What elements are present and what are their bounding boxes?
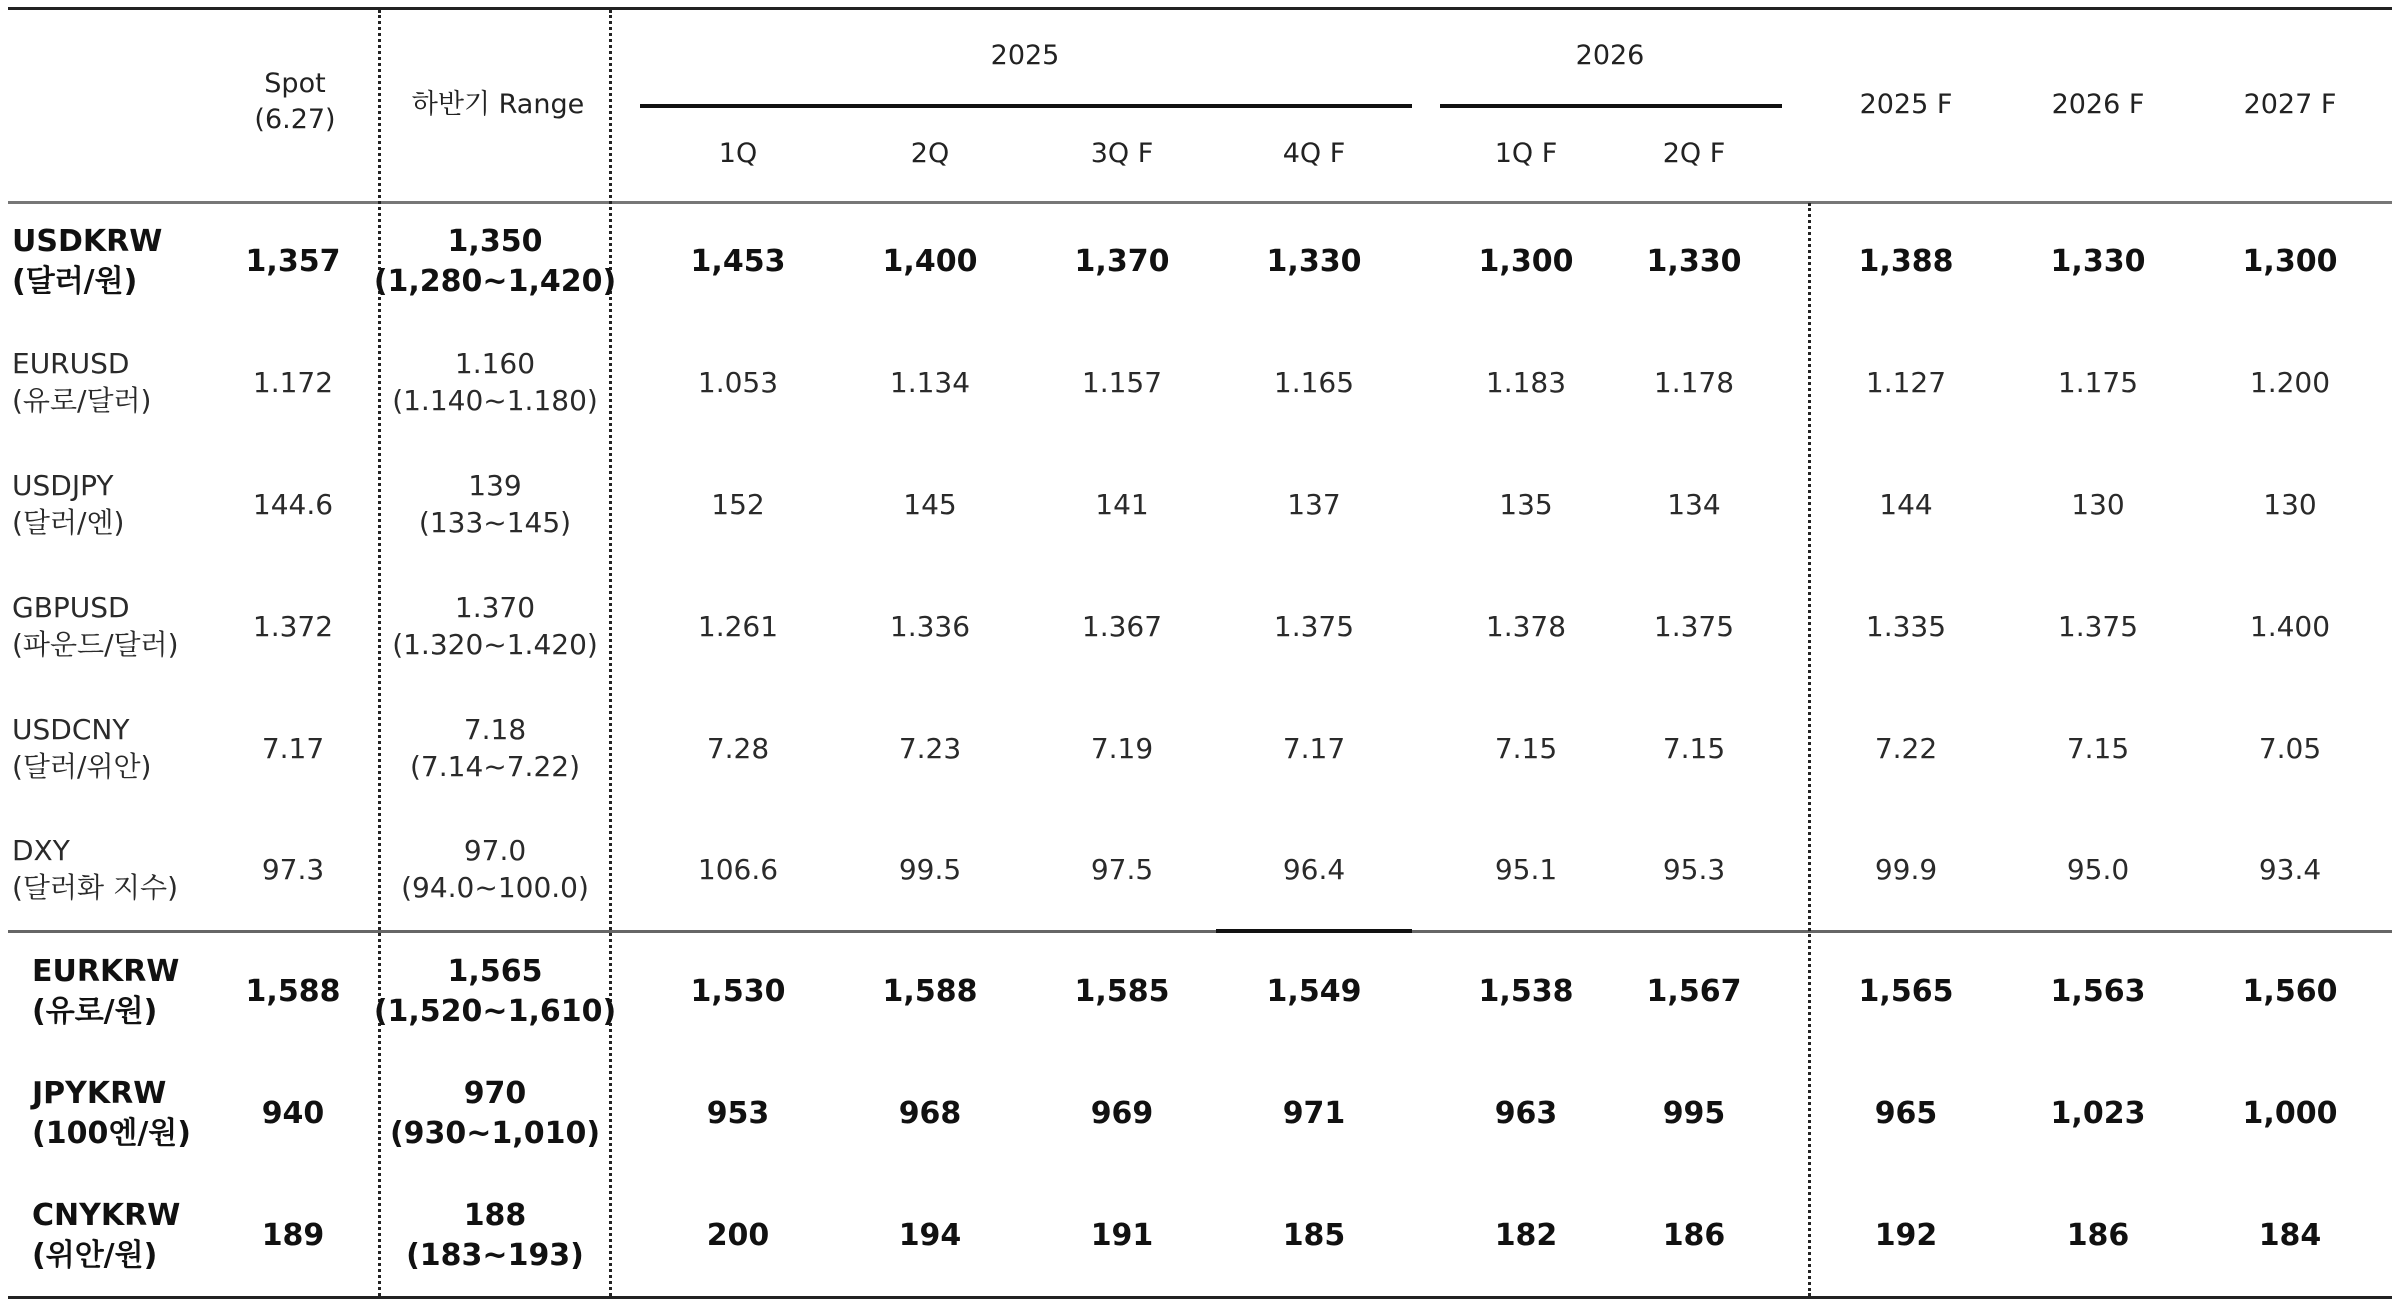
forecast-value: 1,588 <box>882 974 978 1010</box>
forecast-cell <box>1224 450 1404 560</box>
forecast-cell <box>2200 572 2380 682</box>
forecast-value: 7.28 <box>706 731 770 765</box>
forecast-cell <box>1604 1181 1784 1291</box>
forecast-value: 1,567 <box>1646 974 1742 1010</box>
range-mid: 188 <box>463 1198 527 1234</box>
range-band: (930~1,010) <box>389 1116 601 1151</box>
range-value <box>388 815 602 925</box>
range-mid: 97.0 <box>463 834 527 868</box>
forecast-cell <box>1816 694 1996 804</box>
quarter-annual-divider <box>1808 203 1811 1296</box>
currency-pair: EURUSD <box>12 347 130 381</box>
quarter-header <box>840 132 1020 176</box>
forecast-value: 192 <box>1874 1218 1938 1254</box>
spot-value-text: 97.3 <box>261 852 325 886</box>
forecast-cell <box>2008 450 2188 560</box>
forecast-value: 1.200 <box>2249 365 2331 399</box>
annual-header <box>1816 82 1996 128</box>
forecast-cell <box>840 1059 1020 1169</box>
spot-value <box>228 815 358 925</box>
forecast-value: 130 <box>2263 487 2317 521</box>
forecast-cell <box>2008 572 2188 682</box>
range-value <box>388 450 602 560</box>
forecast-value: 184 <box>2258 1218 2322 1254</box>
currency-pair-desc: (유로/원) <box>32 994 158 1029</box>
forecast-value: 1,400 <box>882 244 978 280</box>
range-label: 하반기 Range <box>411 89 585 121</box>
forecast-cell <box>2008 815 2188 925</box>
quarter-header <box>1224 132 1404 176</box>
forecast-value: 186 <box>2066 1218 2130 1254</box>
spot-value <box>228 1181 358 1291</box>
quarter-header <box>1604 132 1784 176</box>
forecast-value: 135 <box>1499 487 1553 521</box>
forecast-cell <box>1436 815 1616 925</box>
forecast-value: 186 <box>1662 1218 1726 1254</box>
forecast-value: 1,538 <box>1478 974 1574 1010</box>
forecast-value: 1.335 <box>1865 609 1947 643</box>
range-value <box>373 937 617 1047</box>
forecast-cell <box>2200 694 2380 804</box>
range-value <box>388 1181 602 1291</box>
forecast-cell <box>840 207 1020 317</box>
forecast-cell <box>2200 937 2380 1047</box>
quarter-header <box>1032 132 1212 176</box>
forecast-value: 106.6 <box>697 852 779 886</box>
forecast-cell <box>1032 328 1212 438</box>
forecast-cell <box>1604 937 1784 1047</box>
currency-pair: USDJPY <box>12 469 114 503</box>
forecast-cell <box>2200 207 2380 317</box>
forecast-cell <box>840 1181 1020 1291</box>
forecast-value: 968 <box>898 1096 962 1132</box>
forecast-cell <box>1032 572 1212 682</box>
forecast-cell <box>1816 1059 1996 1169</box>
forecast-value: 963 <box>1494 1096 1558 1132</box>
forecast-value: 969 <box>1090 1096 1154 1132</box>
forecast-cell <box>648 815 828 925</box>
forecast-value: 1,370 <box>1074 244 1170 280</box>
forecast-value: 1,585 <box>1074 974 1170 1010</box>
spot-value <box>228 937 358 1047</box>
range-value <box>388 572 602 682</box>
forecast-value: 7.23 <box>898 731 962 765</box>
forecast-cell <box>1816 937 1996 1047</box>
range-band: (1,280~1,420) <box>373 264 617 299</box>
spot-value-text: 189 <box>261 1218 325 1254</box>
forecast-cell <box>1032 694 1212 804</box>
forecast-cell <box>840 328 1020 438</box>
forecast-cell <box>1032 937 1212 1047</box>
forecast-cell <box>1224 572 1404 682</box>
currency-pair-desc: (달러/원) <box>12 264 138 299</box>
forecast-cell <box>1604 450 1784 560</box>
forecast-value: 995 <box>1662 1096 1726 1132</box>
currency-pair: USDKRW <box>12 224 163 260</box>
forecast-cell <box>840 815 1020 925</box>
forecast-value: 95.1 <box>1494 852 1558 886</box>
forecast-value: 93.4 <box>2258 852 2322 886</box>
currency-pair-desc: (위안/원) <box>32 1238 158 1273</box>
row-label <box>12 328 232 438</box>
range-value <box>373 207 617 317</box>
row-label <box>12 815 232 925</box>
top-rule <box>8 7 2392 10</box>
range-mid: 1.370 <box>454 591 536 625</box>
forecast-cell <box>840 937 1020 1047</box>
forecast-cell <box>1816 815 1996 925</box>
spot-value <box>228 207 358 317</box>
forecast-value: 971 <box>1282 1096 1346 1132</box>
forecast-cell <box>840 450 1020 560</box>
spot-value <box>228 1059 358 1169</box>
range-band: (183~193) <box>406 1238 584 1273</box>
forecast-cell <box>648 328 828 438</box>
forecast-cell <box>1436 450 1616 560</box>
forecast-cell <box>1224 207 1404 317</box>
spot-range-divider <box>378 10 381 1296</box>
spot-value-text: 144.6 <box>252 487 334 521</box>
forecast-cell <box>1604 207 1784 317</box>
forecast-value: 145 <box>903 487 957 521</box>
bottom-rule <box>8 1296 2392 1299</box>
forecast-value: 1.183 <box>1485 365 1567 399</box>
forecast-cell <box>2200 1181 2380 1291</box>
range-band: (94.0~100.0) <box>401 871 589 904</box>
spot-value <box>228 328 358 438</box>
spot-value-text: 1,588 <box>245 974 341 1010</box>
forecast-value: 7.05 <box>2258 731 2322 765</box>
krw-cross-rule <box>8 930 2392 933</box>
forecast-value: 1.261 <box>697 609 779 643</box>
range-mid: 1,350 <box>447 224 543 260</box>
forecast-cell <box>2008 207 2188 317</box>
row-label <box>32 1181 252 1291</box>
forecast-value: 182 <box>1494 1218 1558 1254</box>
forecast-value: 7.17 <box>1282 731 1346 765</box>
forecast-value: 130 <box>2071 487 2125 521</box>
forecast-value: 185 <box>1282 1218 1346 1254</box>
forecast-value: 191 <box>1090 1218 1154 1254</box>
forecast-cell <box>2200 815 2380 925</box>
currency-pair: CNYKRW <box>32 1198 181 1234</box>
forecast-value: 96.4 <box>1282 852 1346 886</box>
forecast-value: 1,563 <box>2050 974 2146 1010</box>
forecast-value: 95.3 <box>1662 852 1726 886</box>
forecast-cell <box>840 694 1020 804</box>
forecast-value: 1.165 <box>1273 365 1355 399</box>
quarter-header-label: 3Q F <box>1090 138 1154 170</box>
year-2025-rule <box>640 104 1412 108</box>
annual-header <box>2008 82 2188 128</box>
forecast-cell <box>648 694 828 804</box>
forecast-cell <box>2200 1059 2380 1169</box>
forecast-value: 1,330 <box>2050 244 2146 280</box>
forecast-cell <box>2008 1059 2188 1169</box>
forecast-value: 99.9 <box>1874 852 1938 886</box>
range-band: (133~145) <box>418 506 572 539</box>
forecast-value: 97.5 <box>1090 852 1154 886</box>
forecast-value: 1.157 <box>1081 365 1163 399</box>
spot-date: (6.27) <box>254 104 336 135</box>
forecast-value: 141 <box>1095 487 1149 521</box>
spot-value-text: 7.17 <box>261 731 325 765</box>
forecast-cell <box>1604 815 1784 925</box>
header-rule <box>8 201 2392 204</box>
currency-pair: JPYKRW <box>32 1076 167 1112</box>
forecast-cell <box>1436 1059 1616 1169</box>
range-band: (1,520~1,610) <box>373 994 617 1029</box>
forecast-cell <box>1816 328 1996 438</box>
forecast-value: 7.15 <box>2066 731 2130 765</box>
annual-header-label: 2026 F <box>2051 89 2145 121</box>
forecast-value: 7.22 <box>1874 731 1938 765</box>
forecast-cell <box>1816 1181 1996 1291</box>
forecast-value: 1.178 <box>1653 365 1735 399</box>
forecast-cell <box>840 572 1020 682</box>
currency-pair: GBPUSD <box>12 591 130 625</box>
forecast-value: 1.375 <box>2057 609 2139 643</box>
forecast-cell <box>1436 694 1616 804</box>
forecast-value: 1,023 <box>2050 1096 2146 1132</box>
forecast-value: 200 <box>706 1218 770 1254</box>
forecast-cell <box>1436 937 1616 1047</box>
spot-value <box>228 450 358 560</box>
forecast-cell <box>1032 1059 1212 1169</box>
forecast-cell <box>648 572 828 682</box>
forecast-cell <box>1436 1181 1616 1291</box>
row-label <box>12 207 232 317</box>
forecast-cell <box>648 1059 828 1169</box>
forecast-cell <box>648 450 828 560</box>
range-mid: 1,565 <box>447 954 543 990</box>
forecast-cell <box>1224 937 1404 1047</box>
forecast-cell <box>1032 815 1212 925</box>
forecast-value: 1.375 <box>1653 609 1735 643</box>
forecast-cell <box>648 1181 828 1291</box>
forecast-value: 1.400 <box>2249 609 2331 643</box>
currency-pair-desc: (유로/달러) <box>12 384 152 417</box>
quarter-header-label: 2Q <box>910 138 950 170</box>
annual-header-label: 2025 F <box>1859 89 1953 121</box>
forecast-value: 1.127 <box>1865 365 1947 399</box>
range-band: (7.14~7.22) <box>410 750 580 783</box>
forecast-value: 1.367 <box>1081 609 1163 643</box>
forecast-cell <box>1816 207 1996 317</box>
forecast-value: 7.15 <box>1662 731 1726 765</box>
forecast-cell <box>1436 572 1616 682</box>
forecast-value: 99.5 <box>898 852 962 886</box>
forecast-value: 1,300 <box>2242 244 2338 280</box>
range-quarter-divider <box>609 10 612 1296</box>
range-value <box>388 1059 602 1169</box>
forecast-value: 1,330 <box>1646 244 1742 280</box>
currency-pair: USDCNY <box>12 713 130 747</box>
range-value <box>388 328 602 438</box>
range-band: (1.140~1.180) <box>392 384 598 417</box>
krw-cross-rule-accent <box>1216 929 1412 933</box>
forecast-cell <box>648 937 828 1047</box>
quarter-header-label: 1Q <box>718 138 758 170</box>
forecast-value: 95.0 <box>2066 852 2130 886</box>
forecast-cell <box>1032 207 1212 317</box>
forecast-value: 7.15 <box>1494 731 1558 765</box>
forecast-cell <box>1816 572 1996 682</box>
forecast-value: 134 <box>1667 487 1721 521</box>
forecast-cell <box>1224 815 1404 925</box>
currency-pair-desc: (파운드/달러) <box>12 628 179 661</box>
range-header <box>398 82 598 128</box>
forecast-cell <box>2200 450 2380 560</box>
forecast-cell <box>1032 450 1212 560</box>
range-mid: 970 <box>463 1076 527 1112</box>
forecast-value: 144 <box>1879 487 1933 521</box>
forecast-cell <box>1604 328 1784 438</box>
annual-header-label: 2027 F <box>2243 89 2337 121</box>
forecast-cell <box>1436 328 1616 438</box>
forecast-value: 1.175 <box>2057 365 2139 399</box>
range-mid: 1.160 <box>454 347 536 381</box>
forecast-cell <box>2008 694 2188 804</box>
forecast-value: 1.134 <box>889 365 971 399</box>
forecast-value: 1,300 <box>1478 244 1574 280</box>
forecast-cell <box>1604 694 1784 804</box>
forecast-value: 1,549 <box>1266 974 1362 1010</box>
currency-pair-desc: (달러/위안) <box>12 750 152 783</box>
forecast-cell <box>1224 694 1404 804</box>
forecast-cell <box>2008 328 2188 438</box>
spot-value-text: 1.372 <box>252 609 334 643</box>
spot-label: Spot <box>264 68 326 100</box>
currency-pair-desc: (달러/엔) <box>12 506 125 539</box>
forecast-value: 1,530 <box>690 974 786 1010</box>
forecast-value: 1,453 <box>690 244 786 280</box>
forecast-value: 7.19 <box>1090 731 1154 765</box>
forecast-value: 1,330 <box>1266 244 1362 280</box>
annual-header <box>2200 82 2380 128</box>
quarter-header <box>1436 132 1616 176</box>
forecast-value: 1.375 <box>1273 609 1355 643</box>
currency-pair-desc: (100엔/원) <box>32 1116 191 1151</box>
forecast-value: 1,565 <box>1858 974 1954 1010</box>
quarter-header <box>648 132 828 176</box>
year-2026-header: 2026 <box>1575 40 1645 72</box>
forecast-cell <box>1224 1181 1404 1291</box>
year-2026-rule <box>1440 104 1782 108</box>
forecast-cell <box>1224 1059 1404 1169</box>
forecast-cell <box>1816 450 1996 560</box>
row-label <box>32 937 252 1047</box>
forecast-value: 1,000 <box>2242 1096 2338 1132</box>
forecast-value: 1.378 <box>1485 609 1567 643</box>
quarter-header-label: 1Q F <box>1494 138 1558 170</box>
year-2025-header: 2025 <box>990 40 1060 72</box>
spot-value-text: 1,357 <box>245 244 341 280</box>
forecast-value: 965 <box>1874 1096 1938 1132</box>
forecast-value: 137 <box>1287 487 1341 521</box>
forecast-value: 1.336 <box>889 609 971 643</box>
forecast-value: 1.053 <box>697 365 779 399</box>
range-band: (1.320~1.420) <box>392 628 598 661</box>
spot-header <box>235 62 355 142</box>
forecast-value: 953 <box>706 1096 770 1132</box>
forecast-cell <box>1436 207 1616 317</box>
forecast-cell <box>1604 572 1784 682</box>
forecast-cell <box>2008 1181 2188 1291</box>
row-label <box>12 572 232 682</box>
row-label <box>32 1059 252 1169</box>
spot-value-text: 940 <box>261 1096 325 1132</box>
forecast-cell <box>1032 1181 1212 1291</box>
currency-pair: EURKRW <box>32 954 180 990</box>
currency-pair-desc: (달러화 지수) <box>12 871 178 904</box>
forecast-cell <box>648 207 828 317</box>
row-label <box>12 694 232 804</box>
spot-value <box>228 694 358 804</box>
forecast-value: 152 <box>711 487 765 521</box>
spot-value-text: 1.172 <box>252 365 334 399</box>
spot-value <box>228 572 358 682</box>
row-label <box>12 450 232 560</box>
forecast-cell <box>2200 328 2380 438</box>
forecast-cell <box>1224 328 1404 438</box>
quarter-header-label: 2Q F <box>1662 138 1726 170</box>
forecast-value: 194 <box>898 1218 962 1254</box>
quarter-header-label: 4Q F <box>1282 138 1346 170</box>
range-value <box>388 694 602 804</box>
forecast-cell <box>2008 937 2188 1047</box>
forecast-cell <box>1604 1059 1784 1169</box>
range-mid: 7.18 <box>463 713 527 747</box>
range-mid: 139 <box>468 469 522 503</box>
forecast-value: 1,560 <box>2242 974 2338 1010</box>
forecast-value: 1,388 <box>1858 244 1954 280</box>
currency-pair: DXY <box>12 834 70 868</box>
